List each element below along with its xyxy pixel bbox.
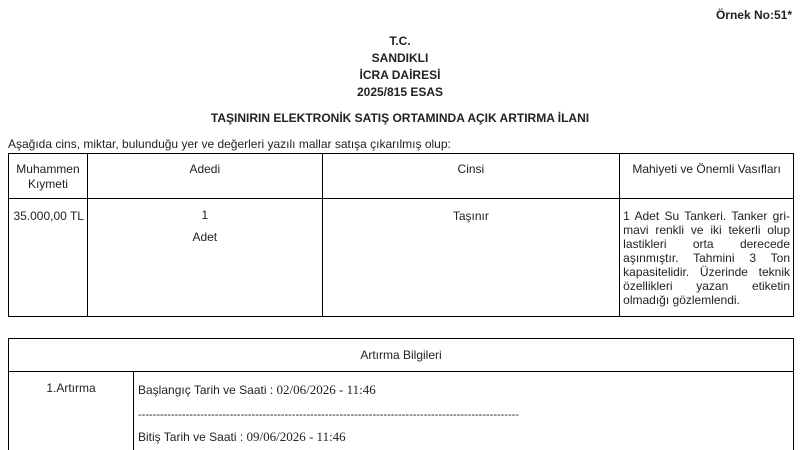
header-office: İCRA DAİRESİ [359, 68, 441, 82]
end-value: 09/06/2026 - 11:46 [246, 429, 346, 444]
goods-table [8, 153, 794, 317]
end-label: Bitiş Tarih ve Saati : [138, 430, 247, 444]
auction-round-label: 1.Artırma [9, 372, 134, 450]
cell-adet-number: 1 [201, 208, 209, 222]
header-case-no: 2025/815 ESAS [356, 85, 444, 99]
table-header-row [9, 154, 794, 199]
intro-text: Aşağıda cins, miktar, bulunduğu yer ve değerleri yazılı mallar satışa çıkarılmış olup: [8, 137, 451, 151]
ornek-no: Örnek No:51* [715, 8, 792, 22]
start-label: Başlangıç Tarih ve Saati : [138, 383, 277, 397]
announcement-title: TAŞINIRIN ELEKTRONİK SATIŞ ORTAMINDA AÇIK ARTIRMA İLANI [210, 111, 590, 125]
court-header [0, 33, 800, 101]
start-value: 02/06/2026 - 11:46 [276, 382, 376, 397]
end-datetime [138, 429, 519, 445]
header-city: SANDIKLI [371, 51, 429, 65]
start-datetime [138, 382, 519, 398]
header-cins: Cinsi [322, 154, 620, 199]
cell-mahiyet: 1 Adet Su Tankeri. Tanker gri-mavi renkli ve iki tekerli olup lastikleri orta derecede aşınmıştır. Tahmini 3 Ton kapasitelidir. Üzerinde teknik özellikleri yazan etiketin olmadığı gözlemlendi. [620, 199, 794, 317]
auction-dates [138, 382, 519, 445]
header-mahiyet: Mahiyeti ve Önemli Vasıfları [620, 154, 794, 199]
table-row [9, 199, 794, 317]
auction-row [9, 372, 793, 450]
separator-line: -------------------------------------------------------------------------------------------------------- [138, 409, 519, 421]
auction-info-title: Artırma Bilgileri [9, 339, 793, 372]
header-kiymet: Muhammen Kıymeti [9, 154, 88, 199]
auction-info-box [8, 338, 794, 450]
header-tc: T.C. [389, 34, 411, 48]
cell-cins: Taşınır [322, 199, 620, 317]
header-adet: Adedi [87, 154, 322, 199]
cell-kiymet: 35.000,00 TL [9, 199, 88, 317]
cell-adet-unit: Adet [192, 230, 218, 244]
cell-adet [87, 199, 322, 317]
